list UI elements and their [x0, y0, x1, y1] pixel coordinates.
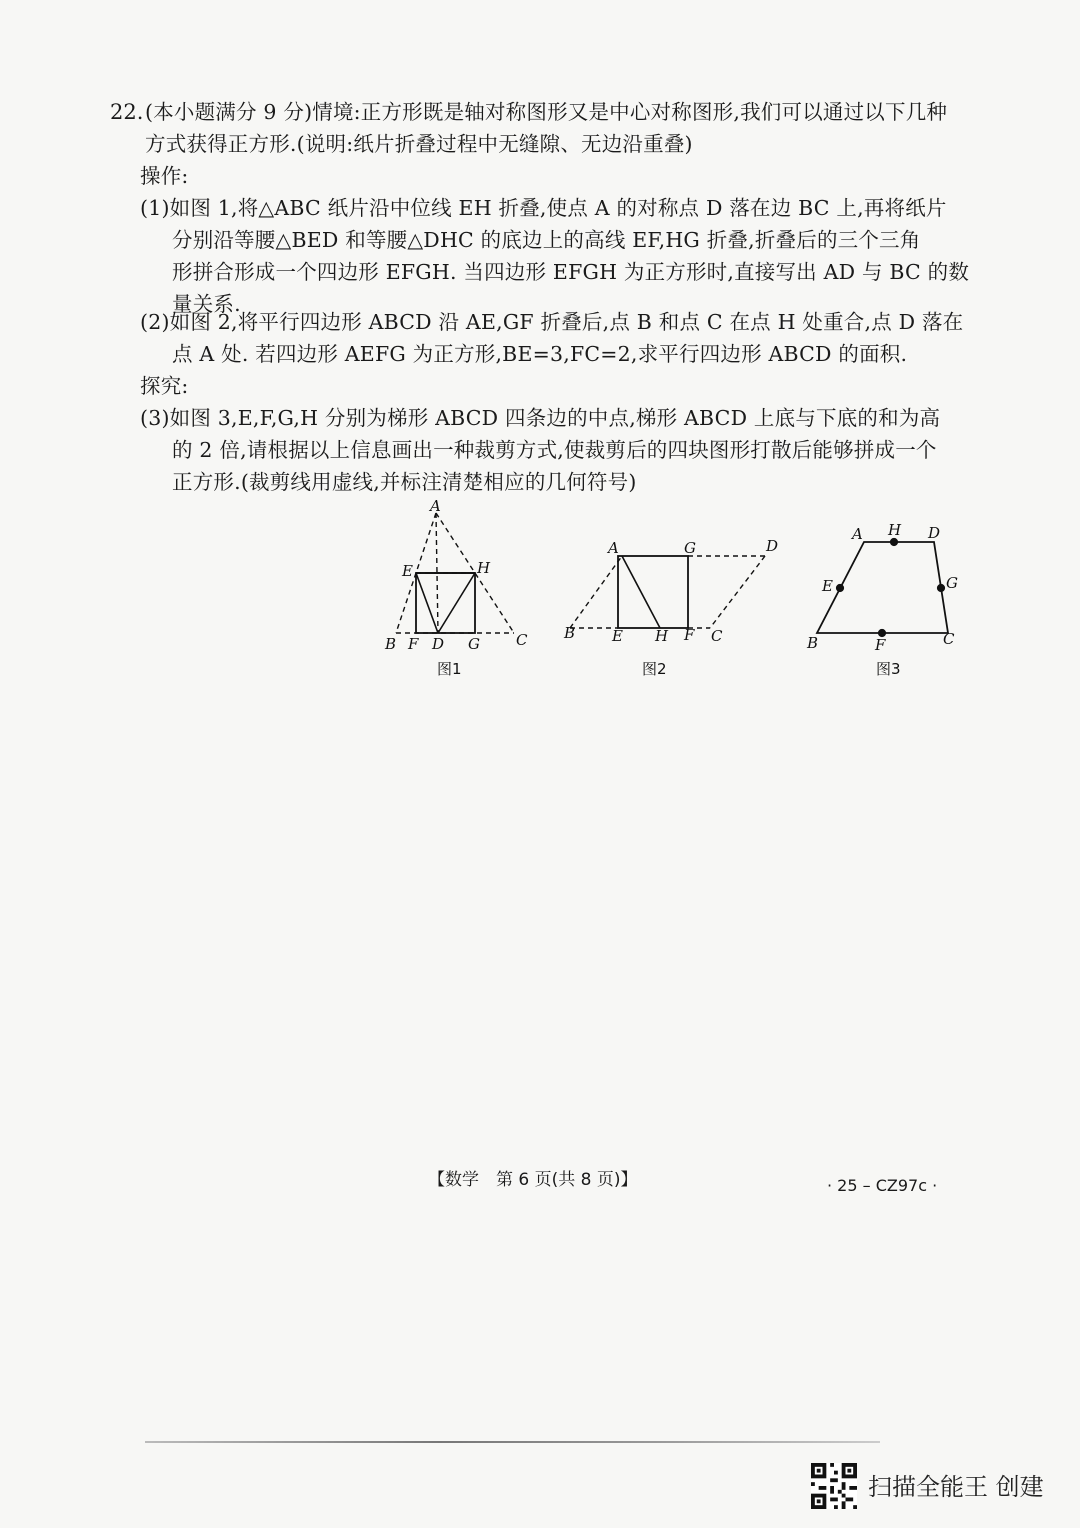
- part-3-line-2: 的 2 倍,请根据以上信息画出一种裁剪方式,使裁剪后的四块图形打散后能够拼成一个: [172, 438, 937, 462]
- fig3-label-d: D: [928, 524, 941, 542]
- section-operation: 操作:: [140, 164, 189, 188]
- fig1-label-e: E: [402, 562, 413, 580]
- figure-1-caption: 图1: [437, 660, 462, 678]
- fig1-label-h: H: [477, 559, 491, 577]
- fig3-point-g: [938, 585, 944, 591]
- part-3-line-1: (3)如图 3,E,F,G,H 分别为梯形 ABCD 四条边的中点,梯形 ABCD 上底与下底的和为高: [140, 406, 941, 430]
- fig2-label-c: C: [711, 627, 723, 645]
- fig1-label-c: C: [516, 631, 528, 649]
- fig2-label-f: F: [684, 626, 695, 644]
- fig2-label-d: D: [766, 537, 779, 555]
- fig1-segment-hd: [438, 573, 475, 633]
- figure-1: [380, 495, 540, 664]
- figure-2-caption: 图2: [642, 660, 667, 678]
- fig3-label-f: F: [875, 636, 886, 653]
- fig2-side-ab: [570, 556, 622, 628]
- fig3-label-h: H: [888, 521, 902, 539]
- fig1-label-a: A: [430, 497, 441, 515]
- question-number: 22.: [110, 100, 144, 124]
- fig3-point-h: [891, 539, 897, 545]
- fig3-label-g: G: [946, 574, 958, 592]
- scan-edge-line: [145, 1441, 880, 1443]
- fig3-label-c: C: [943, 630, 955, 648]
- figure-3-caption: 图3: [876, 660, 901, 678]
- part-2-line-1: (2)如图 2,将平行四边形 ABCD 沿 AE,GF 折叠后,点 B 和点 C 在点 H 处重合,点 D 落在: [140, 310, 964, 334]
- fig1-label-b: B: [385, 635, 397, 653]
- part-2-line-2: 点 A 处. 若四边形 AEFG 为正方形,BE=3,FC=2,求平行四边形 ABCD 的面积.: [172, 342, 908, 366]
- page-footer-code: · 25 – CZ97c ·: [827, 1176, 938, 1195]
- fig3-label-b: B: [807, 634, 819, 652]
- fig1-segment-ed: [416, 573, 438, 633]
- figure-2: [560, 530, 790, 654]
- part-1-line-3: 形拼合形成一个四边形 EFGH. 当四边形 EFGH 为正方形时,直接写出 AD 与 BC 的数: [172, 260, 970, 284]
- scanner-watermark: 扫描全能王 创建: [868, 1473, 1044, 1501]
- fig2-label-b: B: [564, 624, 576, 642]
- fig2-label-h: H: [655, 627, 669, 645]
- fig2-label-g: G: [684, 539, 696, 557]
- fig3-label-a: A: [852, 525, 863, 543]
- question-line-1: (本小题满分 9 分)情境:正方形既是轴对称图形又是中心对称图形,我们可以通过以下几种: [145, 100, 948, 124]
- question-line-2: 方式获得正方形.(说明:纸片折叠过程中无缝隙、无边沿重叠): [145, 132, 693, 156]
- fig3-point-e: [837, 585, 843, 591]
- part-1-line-2: 分别沿等腰△BED 和等腰△DHC 的底边上的高线 EF,HG 折叠,折叠后的三个三角: [172, 228, 921, 252]
- fig2-segment-ah: [622, 556, 660, 628]
- qr-code-icon: [810, 1463, 858, 1509]
- fig2-side-dc: [710, 556, 765, 628]
- fig1-square-efgh: [416, 573, 475, 633]
- part-1-line-4: 量关系.: [172, 292, 241, 316]
- fig2-label-a: A: [608, 539, 619, 557]
- fig3-label-e: E: [822, 577, 833, 595]
- figure-3: [800, 518, 970, 657]
- fig1-label-g: G: [468, 635, 480, 653]
- fig1-label-f: F: [408, 635, 419, 653]
- part-3-line-3: 正方形.(裁剪线用虚线,并标注清楚相应的几何符号): [172, 470, 637, 494]
- part-1-line-1: (1)如图 1,将△ABC 纸片沿中位线 EH 折叠,使点 A 的对称点 D 落在边 BC 上,再将纸片: [140, 196, 947, 220]
- page-footer-info: 【数学 第 6 页(共 8 页)】: [428, 1170, 638, 1190]
- fig1-label-d: D: [432, 635, 445, 653]
- fig2-label-e: E: [612, 627, 623, 645]
- section-explore: 探究:: [140, 374, 189, 398]
